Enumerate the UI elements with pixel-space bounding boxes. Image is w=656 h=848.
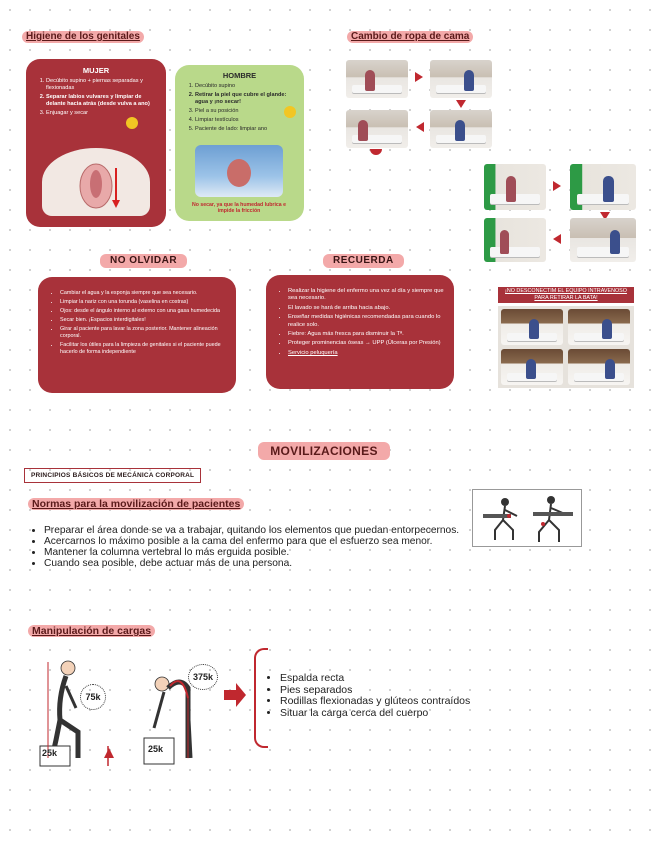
anatomy-drawing: [42, 148, 150, 216]
nurse-shape: [610, 230, 621, 254]
no-olvidar-title: NO OLVIDAR: [100, 254, 187, 268]
bed-shape: [352, 85, 402, 93]
hombre-item: 1. Decúbito supino: [195, 83, 296, 90]
arrow-head-icon: [236, 683, 246, 707]
bed-shape: [574, 373, 624, 381]
nurse-shape: [526, 359, 536, 379]
arrow-down-icon: [370, 149, 382, 155]
pencil-icon: [284, 106, 296, 118]
mujer-heading: MUJER: [82, 66, 110, 75]
mujer-card: [26, 59, 166, 227]
lifting-diagram-drawing: [473, 490, 581, 546]
cargas-title: Manipulación de cargas: [28, 625, 155, 637]
mujer-item: 1. Decúbito supino + piernas separadas y flexionadas: [46, 78, 158, 92]
nurse-shape: [464, 70, 474, 91]
hombre-item: 3. Piel a su posición: [195, 108, 296, 115]
arrow-down-icon: [456, 100, 466, 108]
genital-photo: [195, 145, 283, 197]
bed-change-photo-8: [484, 218, 546, 262]
no-olvidar-card: [38, 277, 236, 393]
mujer-item: 3. Enjuagar y secar: [46, 110, 158, 117]
nurse-shape: [500, 230, 510, 254]
normas-item: • Mantener la columna vertebral lo más erguida posible.: [44, 548, 484, 558]
nurse-shape: [455, 120, 465, 141]
nurse-shape: [529, 319, 539, 339]
bed-change-photo-7: [570, 218, 636, 262]
arrow-up-icon: [104, 748, 114, 758]
bed-shape: [436, 85, 486, 93]
bata-photo-3: [501, 349, 563, 385]
bed-change-photo-1: [346, 60, 408, 98]
bed-shape: [490, 247, 540, 257]
good-load-weight: 75k: [80, 684, 106, 710]
recuerda-item: • Servicio peluquería: [288, 350, 444, 357]
cargas-item: • Situar la carga cerca del cuerpo: [280, 708, 540, 719]
arrow-right-icon: [415, 72, 423, 82]
normas-item: • Cuando sea posible, debe actuar más de una persona.: [44, 559, 484, 569]
good-posture-figure: [38, 658, 124, 768]
nurse-shape: [365, 70, 375, 91]
recuerda-item: • El lavado se hará de arriba hacia abajo.: [288, 305, 444, 312]
pencil-icon: [126, 117, 138, 129]
movilizaciones-title: MOVILIZACIONES: [258, 442, 390, 460]
bata-photo-grid: [498, 306, 634, 388]
nurse-shape: [602, 319, 612, 339]
no-olvidar-item: • Facilitar los útiles para la limpieza de genitales si el paciente puede hacerlo de forma independiente: [60, 342, 226, 356]
bata-photo-1: [501, 309, 563, 345]
bed-change-photo-2: [430, 60, 492, 98]
no-olvidar-item: • Ojos: desde el ángulo interno al externo con una gasa humedecida: [60, 308, 226, 315]
cargas-item: • Espalda recta: [280, 673, 540, 684]
nurse-shape: [506, 176, 516, 201]
hombre-item: 5. Paciente de lado: limpiar ano: [195, 126, 296, 133]
normas-list: [30, 526, 484, 570]
bed-shape: [574, 333, 624, 341]
box-a-weight: 25k: [42, 748, 58, 758]
bata-note: ¡NO DESCONECTIM EL EQUIPO INTRAVENOSO PARA RETIRAR LA BATA!: [498, 287, 634, 303]
cargas-item: • Rodillas flexionadas y glúteos contraídos: [280, 696, 540, 707]
cargas-item: • Pies separados: [280, 685, 540, 696]
bad-posture-figure: [140, 658, 226, 768]
bata-photo-2: [568, 309, 630, 345]
no-olvidar-item: • Secar bien. ¡Espacios interdigitales!: [60, 317, 226, 324]
photo-detail: [227, 159, 251, 187]
arrow-left-icon: [416, 122, 424, 132]
recuerda-title: RECUERDA: [323, 254, 404, 268]
normas-item: • Preparar el área donde se va a trabajar, quitando los elementos que puedan entorpecernos.: [44, 526, 484, 536]
bata-photo-4: [568, 349, 630, 385]
normas-title: Normas para la movilización de pacientes: [28, 498, 244, 510]
box-b-weight: 25k: [148, 744, 164, 754]
recuerda-item: • Realizar la higiene del enfermo una vez al día y siempre que sea necesario.: [288, 288, 444, 303]
recuerda-item: • Enseñar medidas higiénicas recomendadas para cuando lo realice solo.: [288, 314, 444, 329]
bad-load-weight: 375k: [188, 664, 218, 690]
nurse-shape: [603, 176, 614, 201]
no-olvidar-item: • Cambiar el agua y la esponja siempre que sea necesario.: [60, 290, 226, 297]
normas-item: • Acercarnos lo máximo posible a la cama del enfermo para que el esfuerzo sea menor.: [44, 537, 484, 547]
recuerda-item: • Fiebre: Agua más fresca para disminuir la Tª.: [288, 331, 444, 338]
hombre-item: 2. Retirar la piel que cubre el glande: agua y ¡no secar!: [195, 92, 296, 106]
bed-change-photo-4: [346, 110, 408, 148]
principios-box: PRINCIPIOS BÁSICOS DE MECÁNICA CORPORAL: [24, 468, 201, 483]
bed-change-photo-3: [430, 110, 492, 148]
no-olvidar-item: • Girar al paciente para lavar la zona posterior. Mantener alineación corporal.: [60, 326, 226, 340]
hombre-note: No secar, ya que la humedad lubrica e impide la fricción: [192, 202, 286, 214]
bed-change-photo-5: [484, 164, 546, 210]
cargas-list: [266, 673, 540, 719]
arrow-right-icon: [553, 181, 561, 191]
mujer-item: 2. Separar labios vulvares y limpiar de delante hacia atrás (desde vulva a ano): [46, 94, 158, 108]
recuerda-card: [266, 275, 454, 389]
bed-shape: [577, 247, 630, 257]
higiene-title: Higiene de los genitales: [22, 31, 144, 43]
anatomy-illustration: [42, 148, 150, 216]
nurse-shape: [605, 359, 615, 379]
arrow-left-icon: [553, 234, 561, 244]
bed-change-photo-6: [570, 164, 636, 210]
hombre-item: 4. Limpiar testículos: [195, 117, 296, 124]
recuerda-item: • Proteger prominencias óseas → UPP (Úlceras por Presión): [288, 340, 444, 347]
hombre-heading: HOMBRE: [222, 71, 257, 80]
cambio-title: Cambio de ropa de cama: [347, 31, 473, 43]
hombre-card: [175, 65, 304, 221]
lifting-diagram: [472, 489, 582, 547]
nurse-shape: [358, 120, 368, 141]
no-olvidar-item: • Limpiar la nariz con una torunda (vaselina en costras): [60, 299, 226, 306]
